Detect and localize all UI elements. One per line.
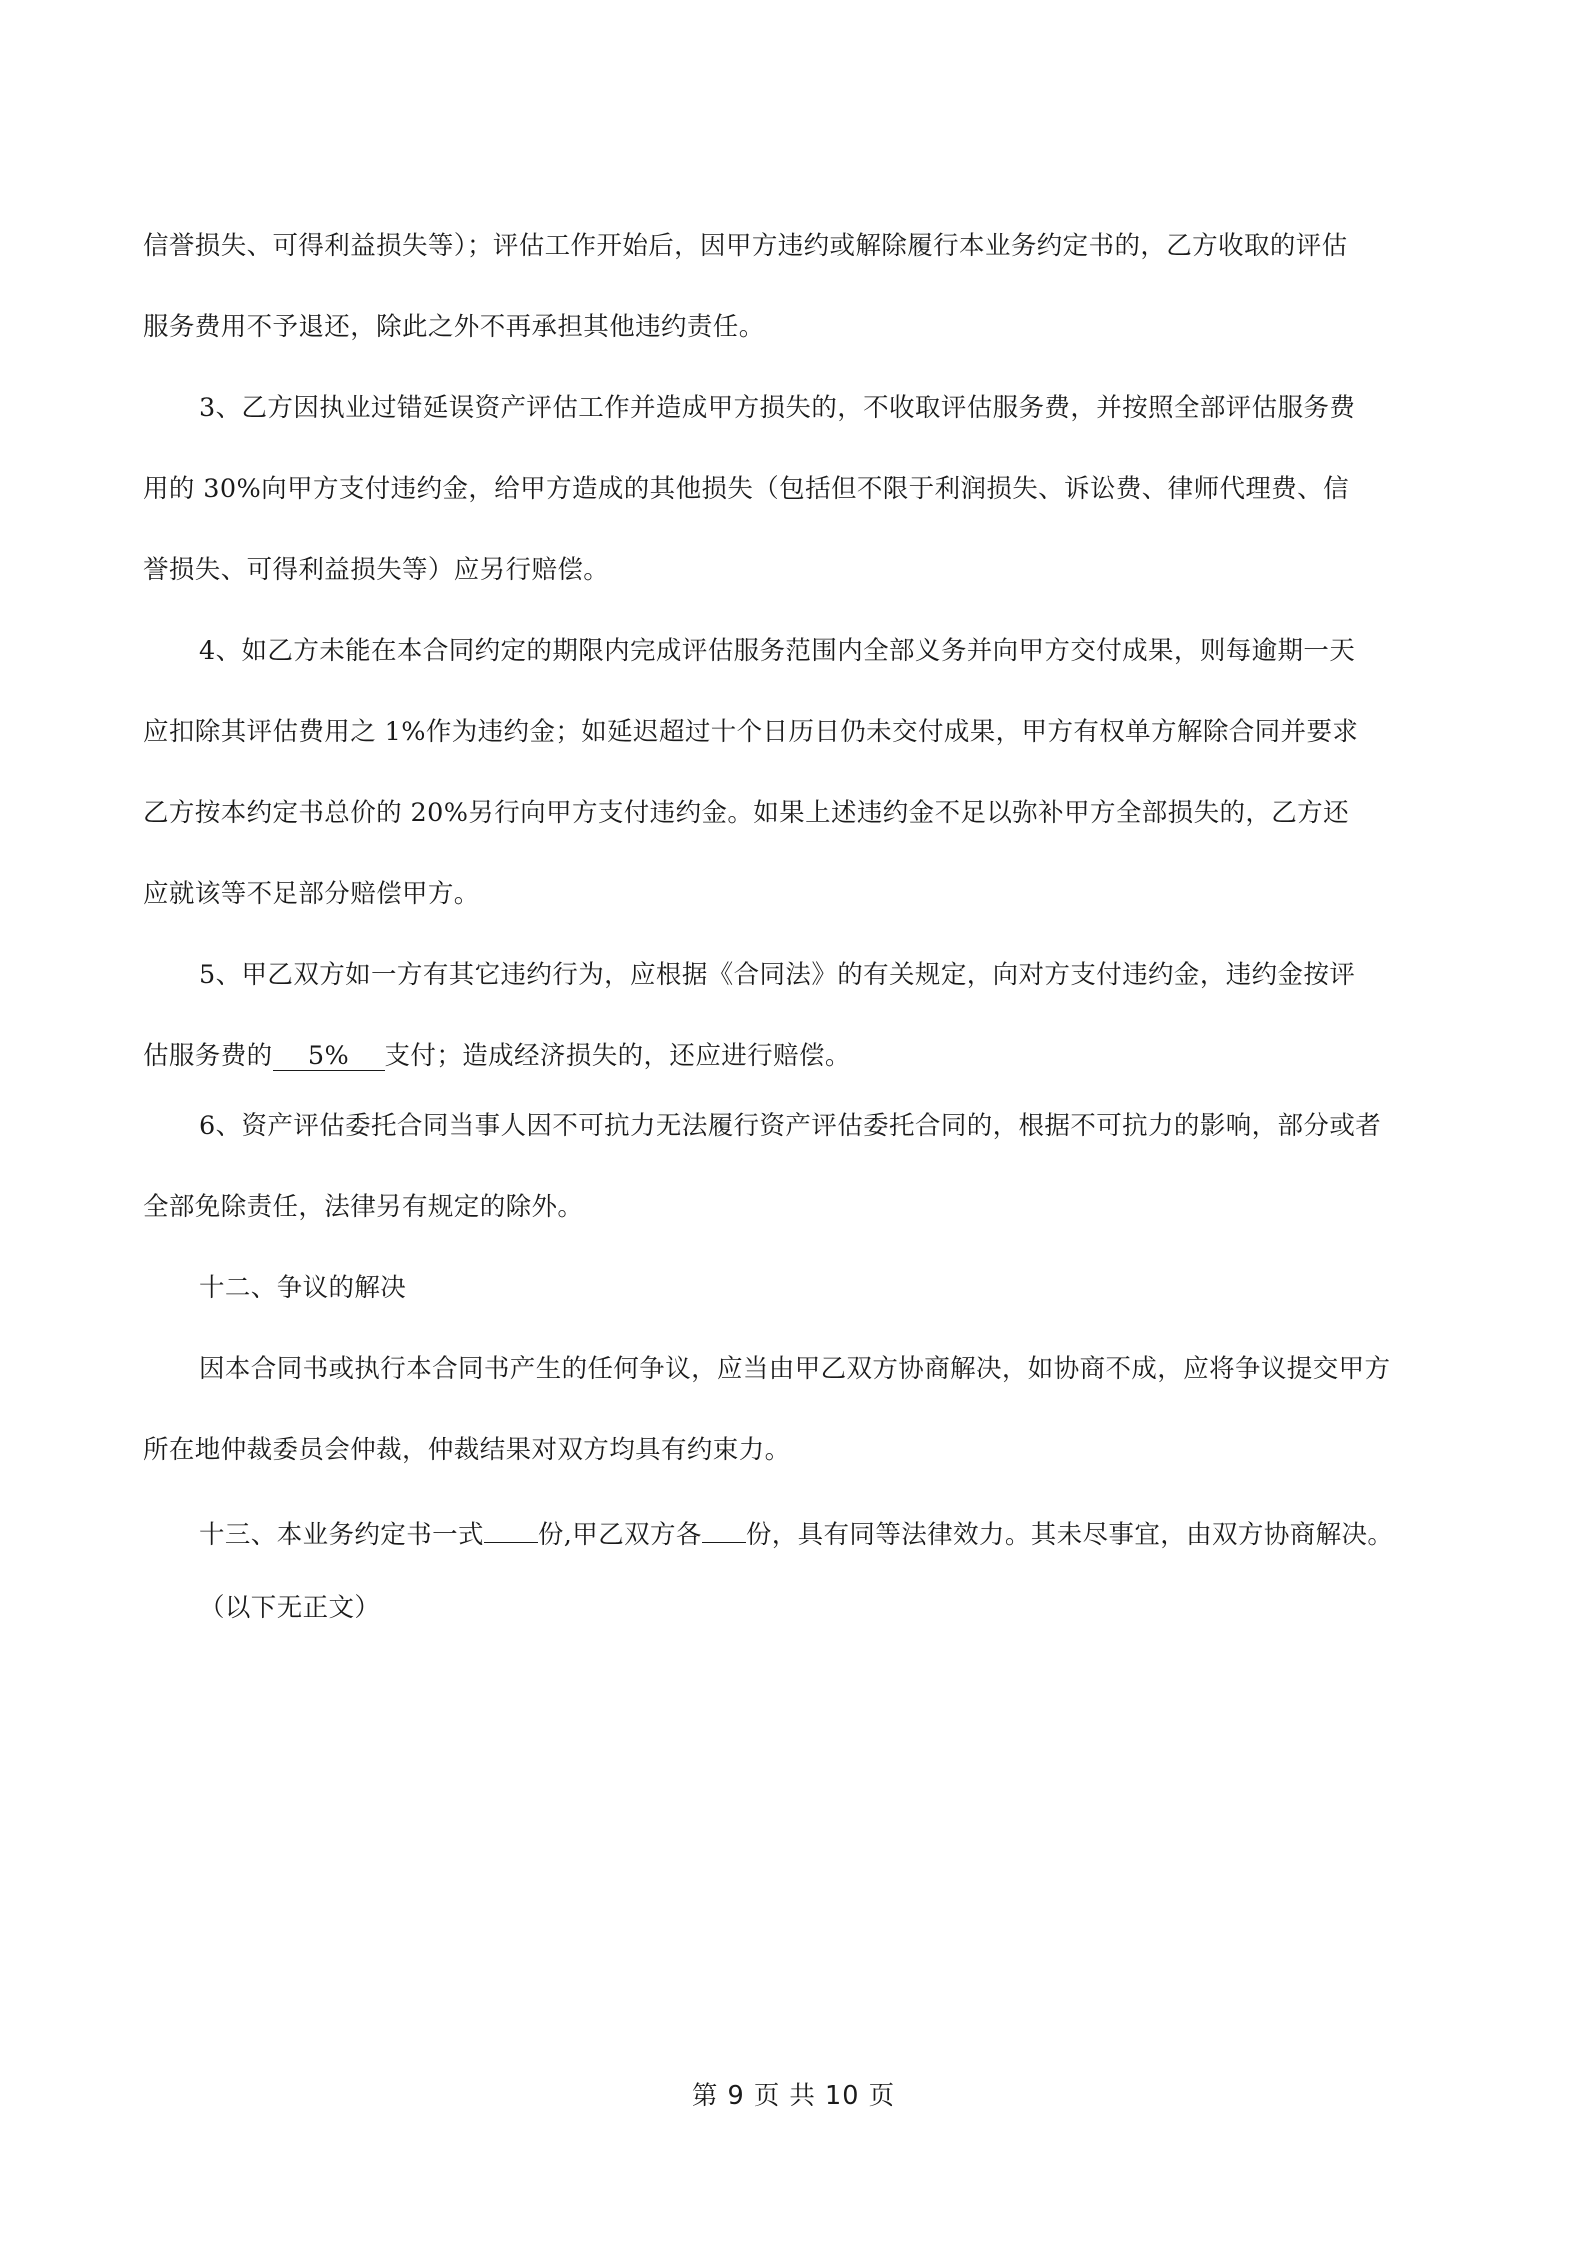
clause-6-line: 全部免除责任，法律另有规定的除外。 [143,1192,584,1222]
clause-5-text-a: 估服务费的 [143,1041,273,1071]
copies-total-blank [484,1514,538,1543]
section-13-text-a: 十三、本业务约定书一式 [199,1520,484,1550]
clause-5-text-b: 支付；造成经济损失的，还应进行赔偿。 [384,1041,851,1071]
section-12-heading: 十二、争议的解决 [199,1273,407,1303]
clause-5-line [143,1039,851,1073]
clause-4-line: 乙方按本约定书总价的 20%另行向甲方支付违约金。如果上述违约金不足以弥补甲方全部损失的，乙方还 [143,798,1349,828]
clause-4-line: 4、如乙方未能在本合同约定的期限内完成评估服务范围内全部义务并向甲方交付成果，则每逾期一天 [199,636,1356,666]
clause-4-line: 应就该等不足部分赔偿甲方。 [143,879,480,909]
clause-3-line: 用的 30%向甲方支付违约金，给甲方造成的其他损失（包括但不限于利润损失、诉讼费、律师代理费、信 [143,474,1349,504]
clause-3-line: 誉损失、可得利益损失等）应另行赔偿。 [143,555,610,585]
section-13-line [199,1514,1393,1552]
end-of-text-note: （以下无正文） [199,1593,381,1623]
copies-each-blank [702,1514,746,1543]
paragraph-line: 服务费用不予退还，除此之外不再承担其他违约责任。 [143,312,765,342]
clause-3-line: 3、乙方因执业过错延误资产评估工作并造成甲方损失的，不收取评估服务费，并按照全部评估服务费 [199,393,1356,423]
clause-4-line: 应扣除其评估费用之 1%作为违约金；如延迟超过十个日历日仍未交付成果，甲方有权单方解除合同并要求 [143,717,1359,747]
penalty-rate-blank: 5% [273,1042,385,1071]
paragraph-line: 信誉损失、可得利益损失等）；评估工作开始后，因甲方违约或解除履行本业务约定书的，乙方收取的评估 [143,231,1348,261]
clause-6-line: 6、资产评估委托合同当事人因不可抗力无法履行资产评估委托合同的，根据不可抗力的影响，部分或者 [199,1111,1382,1141]
section-12-line: 所在地仲裁委员会仲裁，仲裁结果对双方均具有约束力。 [143,1435,791,1465]
clause-5-line: 5、甲乙双方如一方有其它违约行为，应根据《合同法》的有关规定，向对方支付违约金，违约金按评 [199,960,1356,990]
section-12-line: 因本合同书或执行本合同书产生的任何争议，应当由甲乙双方协商解决，如协商不成，应将争议提交甲方 [199,1354,1391,1384]
page-number-footer: 第 9 页 共 10 页 [691,2081,896,2111]
section-13-text-b: 份,甲乙双方各 [537,1520,702,1550]
section-13-text-c: 份，具有同等法律效力。其未尽事宜，由双方协商解决。 [745,1520,1394,1550]
